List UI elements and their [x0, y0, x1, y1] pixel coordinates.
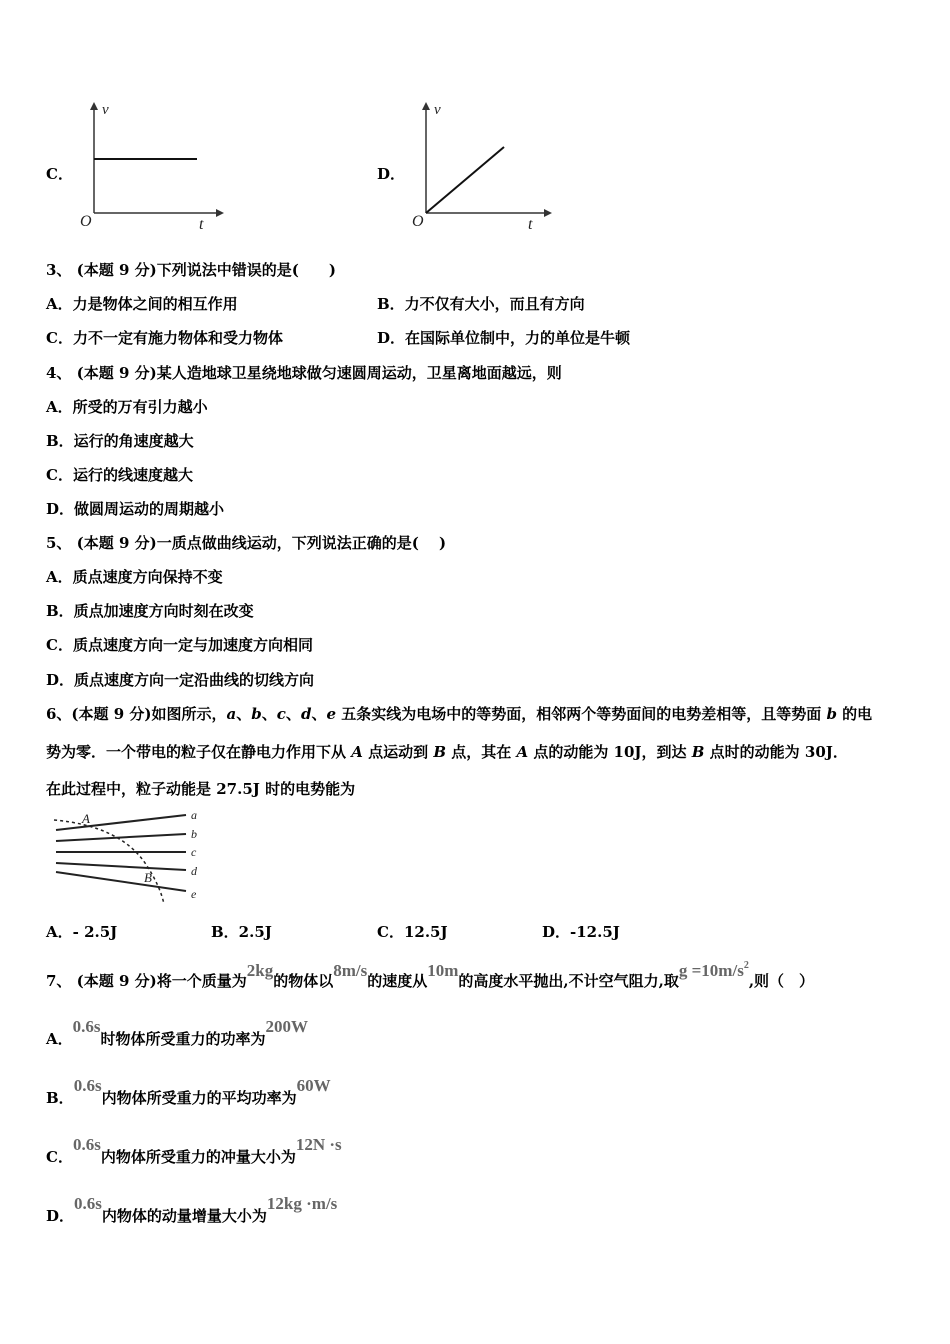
gravity-formula: $g =10m/s^2$ — [678, 960, 749, 980]
q6-stem-line-3: 在此过程中，粒子动能是 27.5J 时的电势能为 — [46, 780, 356, 798]
point-a-label: A — [82, 811, 90, 826]
q6-option-d: D．-12.5J — [542, 923, 620, 941]
q7-stem: 7、 (本题 9 分)将一个质量为2kg的物体以8m/s的速度从10m的高度水平抛出,不计空气阻力,取$g =10m/s^2$,则（ ） — [46, 960, 815, 990]
q3-option-d: D．在国际单位制中，力的单位是牛顿 — [377, 329, 631, 347]
graph-d-y-label: v — [434, 102, 441, 118]
q3-option-b: B．力不仅有大小，而且有方向 — [377, 295, 585, 313]
equipotential-surfaces-figure — [52, 806, 212, 906]
graph-d-origin: O — [412, 213, 424, 230]
q7-option-d: D．0.6s内物体的动量增量大小为12kg ·m/s — [46, 1194, 338, 1225]
graph-d-x-label: t — [528, 216, 533, 233]
surface-e-label: e — [191, 887, 197, 901]
q5-option-b: B．质点加速度方向时刻在改变 — [46, 602, 254, 620]
q5-stem: 5、 (本题 9 分)一质点做曲线运动，下列说法正确的是( ) — [46, 534, 447, 552]
option-d-label: D． — [377, 165, 406, 183]
surface-b-label: b — [191, 827, 197, 841]
q4-option-b: B．运行的角速度越大 — [46, 432, 194, 450]
q4-option-a: A．所受的万有引力越小 — [46, 398, 208, 416]
q4-option-d: D．做圆周运动的周期越小 — [46, 500, 225, 518]
q7-option-b: B．0.6s内物体所受重力的平均功率为60W — [46, 1076, 331, 1107]
q6-option-b: B．2.5J — [211, 923, 272, 941]
q5-option-a: A．质点速度方向保持不变 — [46, 568, 223, 586]
q6-option-a: A．- 2.5J — [46, 923, 118, 941]
q5-option-d: D．质点速度方向一定沿曲线的切线方向 — [46, 671, 315, 689]
surface-d-label: d — [191, 864, 197, 878]
q4-stem: 4、 (本题 9 分)某人造地球卫星绕地球做匀速圆周运动，卫星离地面越远，则 — [46, 364, 562, 382]
option-c-label: C． — [46, 165, 73, 183]
q4-option-c: C．运行的线速度越大 — [46, 466, 193, 484]
surface-a-label: a — [191, 808, 197, 822]
q3-option-c: C．力不一定有施力物体和受力物体 — [46, 329, 283, 347]
q6-stem-line-1: 6、(本题 9 分)如图所示，a、b、c、d、e 五条实线为电场中的等势面，相邻两个等势面间的电势差相等，且等势面 b 的电 — [46, 705, 873, 723]
graph-c-y-label: v — [102, 102, 109, 118]
q3-stem: 3、 (本题 9 分)下列说法中错误的是( ) — [46, 261, 336, 279]
q3-option-a: A．力是物体之间的相互作用 — [46, 295, 238, 313]
q7-option-c: C．0.6s内物体所受重力的冲量大小为12N ·s — [46, 1135, 342, 1166]
graph-c-constant-velocity — [76, 98, 226, 234]
surface-c-label: c — [191, 845, 197, 859]
graph-c-origin: O — [80, 213, 92, 230]
graph-c-x-label: t — [199, 216, 204, 233]
graph-d-linear-velocity — [408, 98, 558, 234]
q6-stem-line-2: 势为零．一个带电的粒子仅在静电力作用下从 A 点运动到 B 点，其在 A 点的动能为 10J，到达 B 点时的动能为 30J． — [46, 743, 848, 761]
mass-formula: 2kg — [246, 961, 274, 980]
velocity-formula: 8m/s — [333, 961, 368, 980]
q7-option-a: A．0.6s时物体所受重力的功率为200W — [46, 1017, 309, 1048]
height-formula: 10m — [427, 961, 459, 980]
q6-option-c: C．12.5J — [377, 923, 448, 941]
q5-option-c: C．质点速度方向一定与加速度方向相同 — [46, 636, 313, 654]
point-b-label: B — [144, 870, 152, 885]
